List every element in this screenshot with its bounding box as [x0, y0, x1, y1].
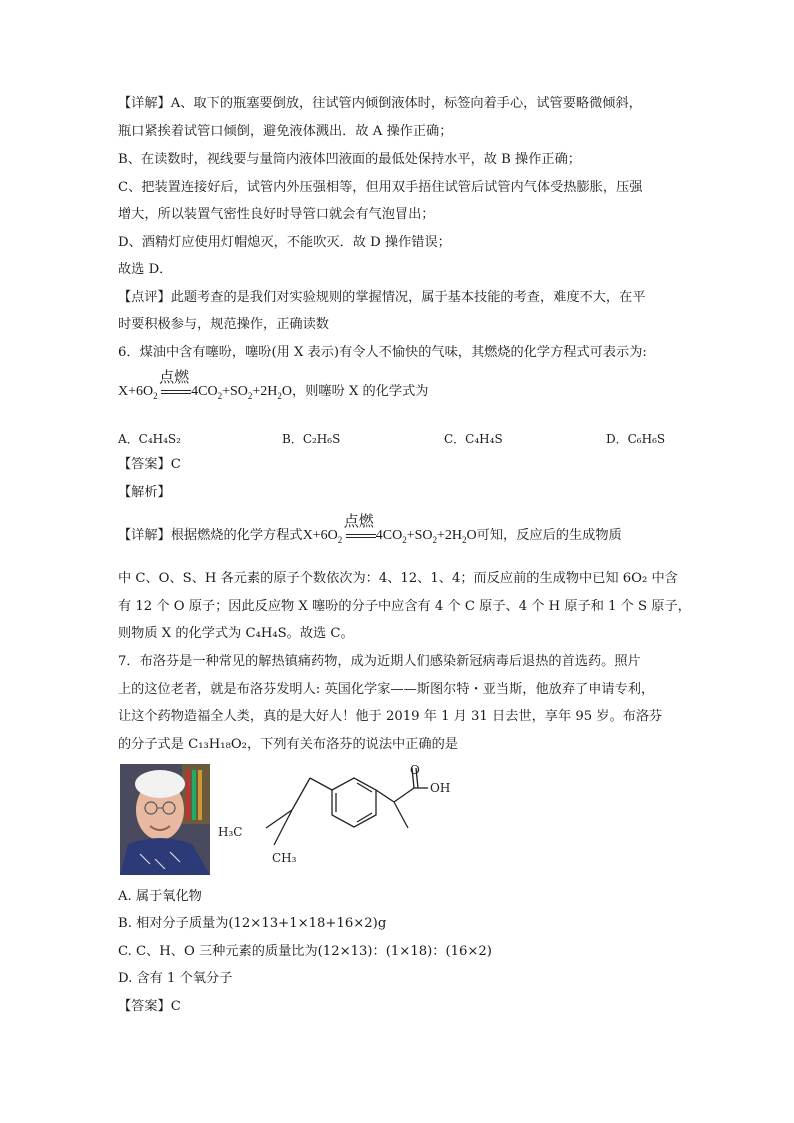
detail-tag: 【详解】: [118, 96, 171, 111]
eq2-co2: 4CO: [375, 528, 403, 543]
q6-option-d: D．C₆H₆S: [606, 432, 666, 446]
q6-detail-tag: 【详解】: [118, 528, 171, 543]
q6-equation: $X+6O_2$ 点燃 $4CO_2+SO_2+2H_2O$，则噻吩 X 的化学式为: [118, 367, 429, 401]
detail-a-text1: A、取下的瓶塞要倒放，往试管内倾倒液体时，标签向着手心，试管要略微倾斜，: [170, 96, 642, 111]
q7-line1: 7．布洛芬是一种常见的解热镇痛药物，成为近期人们感染新冠病毒后退热的首选药。照片: [118, 654, 641, 669]
detail-c-line2: 增大，所以装置气密性良好时导管口就会有气泡冒出；: [118, 207, 435, 222]
q6-detail-line3: 有 12 个 O 原子；因此反应物 X 噻吩的分子中应含有 4 个 C 原子、4 个 H 原子和 1 个 S 原子，: [118, 599, 691, 614]
detail-d-line: D、酒精灯应使用灯帽熄灭，不能吹灭．故 D 操作错误；: [118, 235, 451, 250]
eq2-o: O: [466, 528, 477, 543]
q6-answer: 【答案】C: [118, 457, 181, 472]
q7-option-c: C. C、H、O 三种元素的质量比为(12×13)：(1×18)：(16×2): [118, 944, 492, 959]
ibuprofen-structure: [214, 760, 464, 875]
h3c-label: H₃C: [218, 825, 243, 839]
review-tag: 【点评】: [118, 290, 171, 305]
q6-analysis: 【解析】: [118, 485, 171, 500]
review-text1: 此题考查的是我们对实验规则的掌握情况，属于基本技能的考查，难度不大，在平: [170, 290, 646, 305]
oxygen-label: O: [410, 763, 420, 777]
q7-option-b: B. 相对分子质量为(12×13+1×18+16×2)g: [118, 916, 387, 931]
q6-stem: 6．煤油中含有噻吩，噻吩(用 X 表示)有令人不愉快的气味，其燃烧的化学方程式可表示为:: [118, 345, 647, 360]
q6-detail-pre: 根据燃烧的化学方程式: [170, 528, 303, 543]
q7-line4: 的分子式是 C₁₃H₁₈O₂，下列有关布洛芬的说法中正确的是: [118, 737, 458, 752]
q6-option-b: B．C₂H₆S: [282, 432, 341, 446]
reaction-condition-2: 点燃: [343, 511, 374, 530]
oh-label: OH: [430, 781, 451, 795]
q7-option-a: A. 属于氧化物: [118, 889, 202, 904]
detail-a-line2: 瓶口紧挨着试管口倾倒，避免液体溅出．故 A 操作正确；: [118, 124, 453, 139]
q7-option-d: D. 含有 1 个氧分子: [118, 971, 233, 986]
eq2-so2: +SO: [406, 528, 433, 543]
eq-co2: 4CO: [191, 384, 218, 399]
q7-line3: 让这个药物造福全人类，真的是大好人！他于 2019 年 1 月 31 日去世，享年 95 岁。布洛芬: [118, 709, 663, 724]
review-line2: 时要积极参与，规范操作，正确读数: [118, 317, 329, 332]
q7-answer: 【答案】C: [118, 999, 181, 1014]
q6-detail-line4: 则物质 X 的化学式为 C₄H₄S。故选 C。: [118, 626, 354, 641]
q6-detail-post: 可知，反应后的生成物质: [476, 528, 622, 543]
detail-a-line1: [118, 94, 642, 114]
q6-detail-line1: 【详解】根据燃烧的化学方程式$X+6O_2$ 点燃 $4CO_2+SO_2+2H_2O$可知，反应后的生成物质: [118, 511, 622, 545]
q7-line2: 上的这位老者，就是布洛芬发明人: 英国化学家——斯图尔特・亚当斯，他放弃了申请专利，: [118, 682, 655, 697]
eq-tail: ，则噻吩 X 的化学式为: [292, 384, 429, 399]
eq-left: X+6O: [118, 384, 154, 399]
reaction-arrow: [159, 367, 191, 399]
detail-b-line: B、在读数时，视线要与量筒内液体凹液面的最低处保持水平，故 B 操作正确；: [118, 152, 581, 167]
q6-option-a: A．C₄H₄S₂: [118, 432, 181, 446]
detail-c-line1: C、把装置连接好后，试管内外压强相等，但用双手捂住试管后试管内气体受热膨胀，压强: [118, 180, 643, 195]
eq2-h2o: +2H: [437, 528, 463, 543]
eq-o: O: [281, 384, 293, 399]
eq-h2o: +2H: [252, 384, 278, 399]
reaction-condition: 点燃: [159, 367, 190, 386]
q6-option-c: C．C₄H₄S: [444, 432, 503, 446]
inventor-photo: [120, 764, 210, 875]
eq-so2: +SO: [222, 384, 248, 399]
reaction-arrow-2: [343, 511, 376, 543]
q6-detail-line2: 中 C、O、S、H 各元素的原子个数依次为：4、12、1、4；而反应前的生成物中已知 6O₂ 中含: [118, 571, 678, 586]
eq2-left: X+6O: [302, 528, 338, 543]
review-line1: [118, 288, 646, 308]
choose-d-line: 故选 D．: [118, 262, 173, 277]
ch3-label: CH₃: [272, 851, 297, 865]
